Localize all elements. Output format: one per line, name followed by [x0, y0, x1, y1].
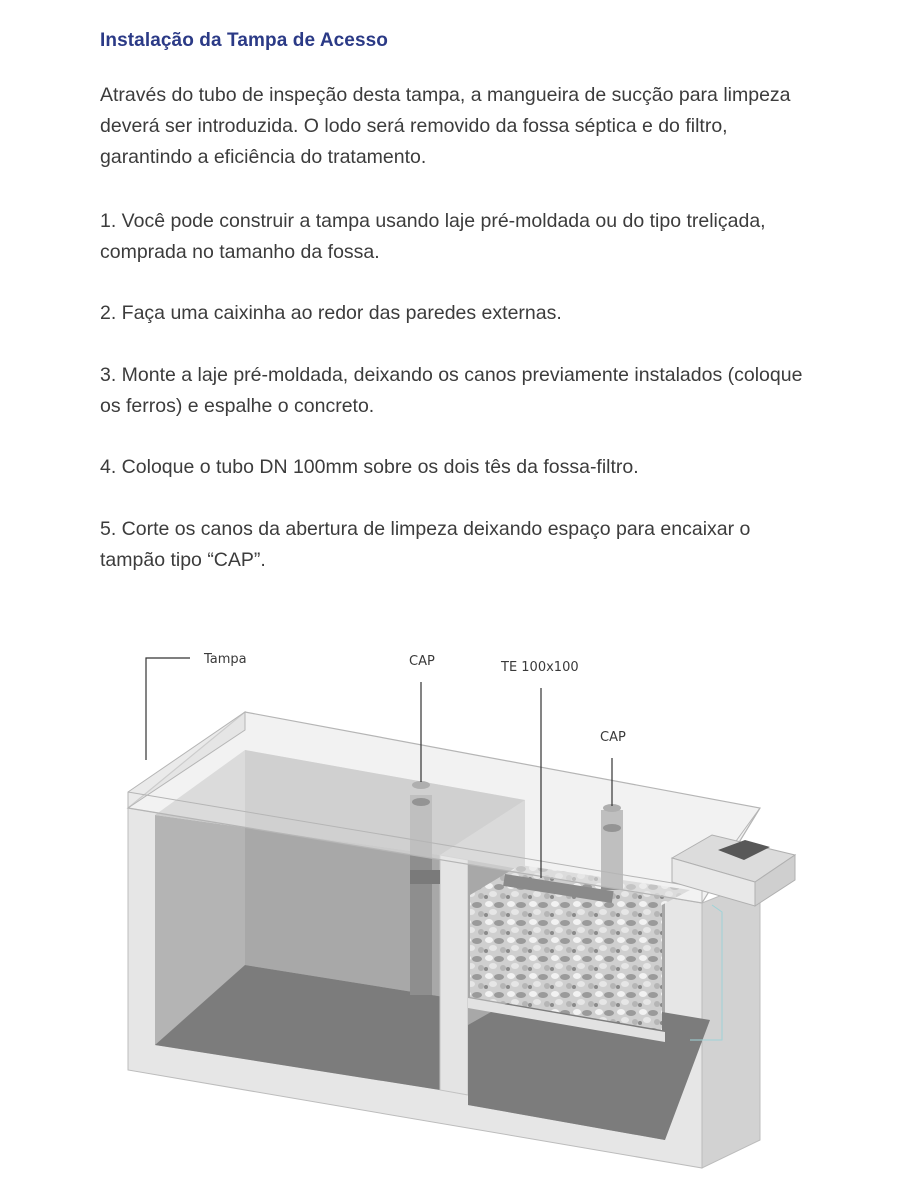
label-cap-left: CAP: [409, 654, 435, 669]
step-5: 5. Corte os canos da abertura de limpeza deixando espaço para encaixar o tampão tipo “CAP”.: [100, 518, 751, 571]
septic-tank-diagram: [0, 600, 921, 1200]
step-3: 3. Monte a laje pré-moldada, deixando os canos previamente instalados (coloque os ferros) e espalhe o concreto.: [100, 364, 803, 417]
step-4: 4. Coloque o tubo DN 100mm sobre os dois tês da fossa-filtro.: [100, 456, 639, 478]
label-te: TE 100x100: [501, 660, 579, 675]
step-2: 2. Faça uma caixinha ao redor das paredes externas.: [100, 302, 562, 324]
step-1: 1. Você pode construir a tampa usando laje pré-moldada ou do tipo treliçada, comprada no tamanho da fossa.: [100, 210, 766, 263]
label-cap-right: CAP: [600, 730, 626, 745]
label-tampa: Tampa: [204, 652, 247, 667]
section-title: Instalação da Tampa de Acesso: [100, 30, 389, 51]
intro-paragraph: Através do tubo de inspeção desta tampa, a mangueira de sucção para limpeza deverá ser introduzida. O lodo será removido da fossa séptica e do filtro, garantindo a eficiência do tratamento.: [100, 84, 791, 168]
partition-wall: [440, 855, 468, 1095]
